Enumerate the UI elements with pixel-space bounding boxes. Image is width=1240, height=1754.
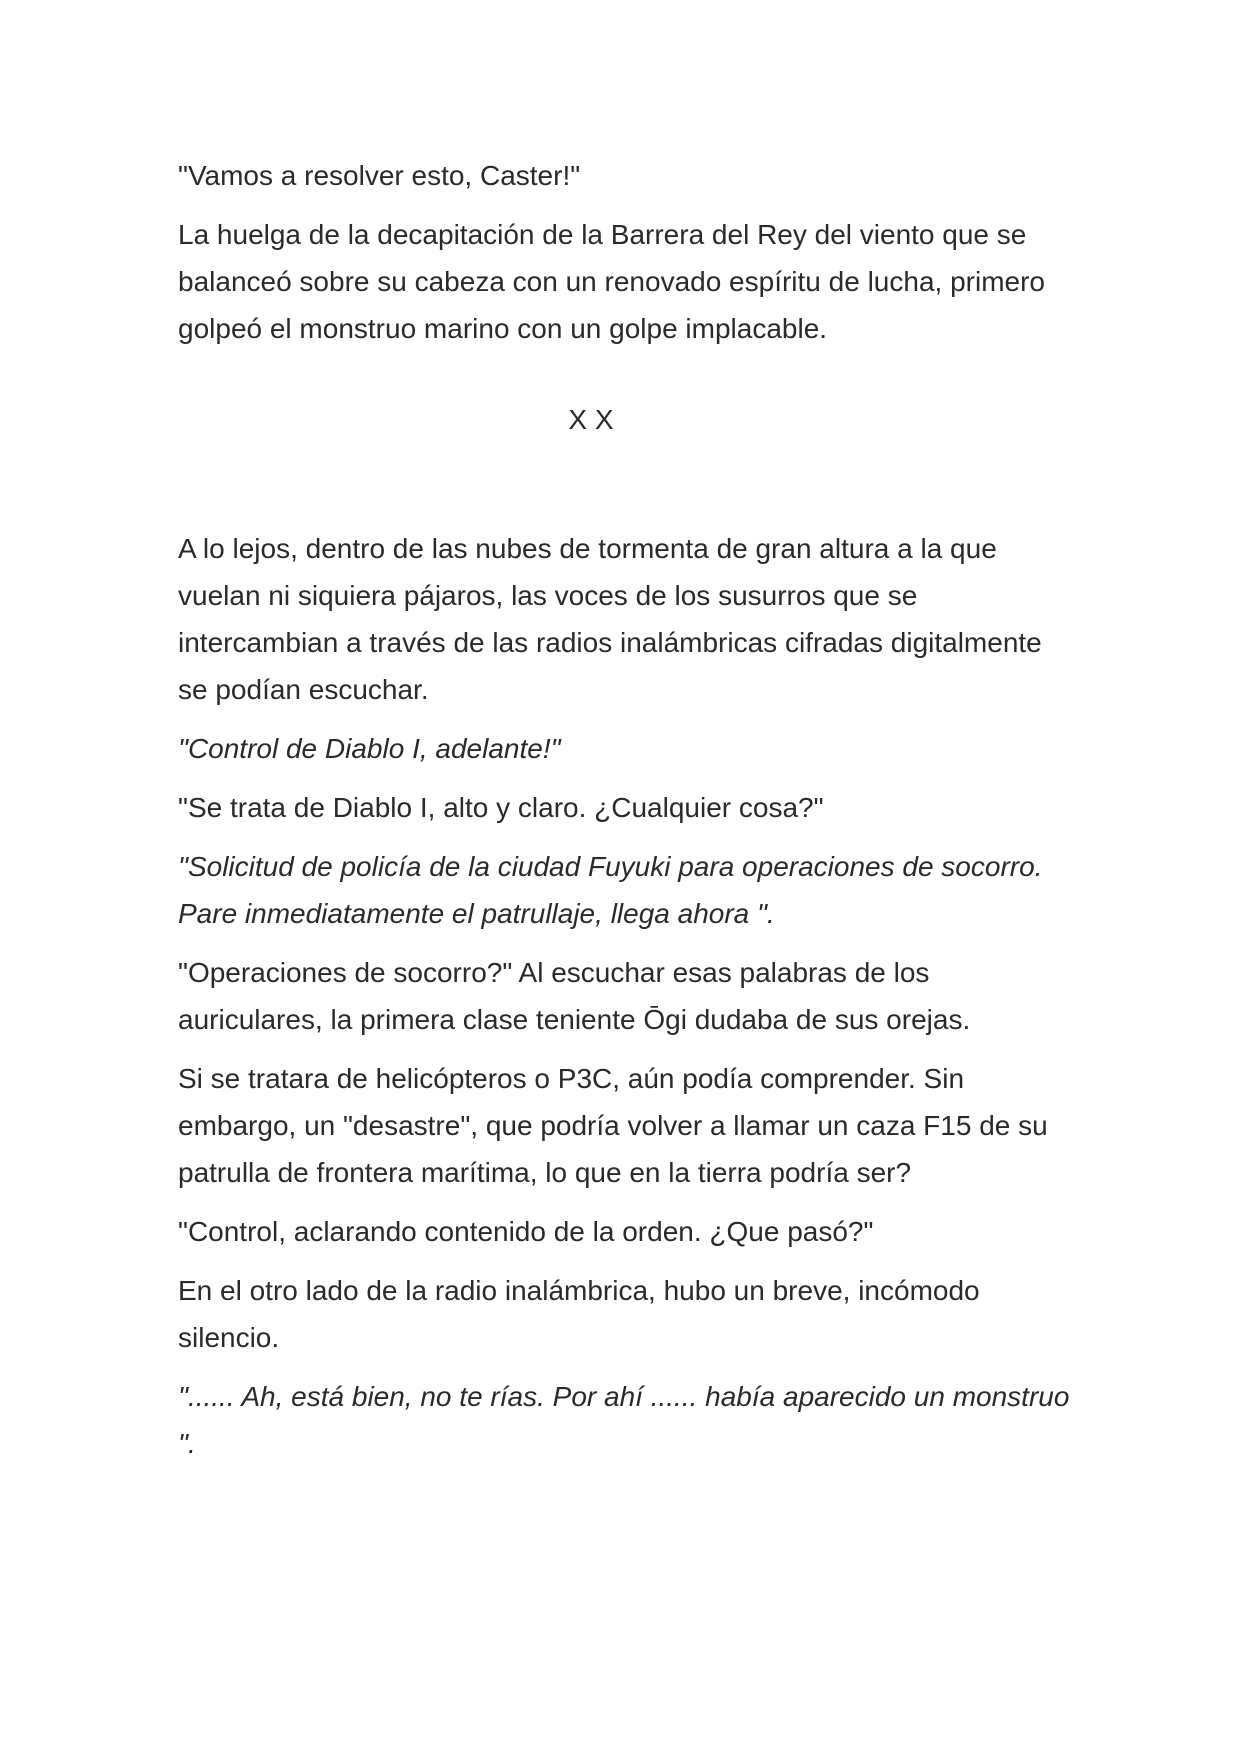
paragraph: "Control, aclarando contenido de la orden. ¿Que pasó?" <box>178 1216 874 1247</box>
section-separator: X X <box>568 404 614 435</box>
paragraph-italic: "Control de Diablo I, adelante!" <box>178 733 561 764</box>
document-body <box>178 152 1078 1479</box>
paragraph: En el otro lado de la radio inalámbrica, hubo un breve, incómodo silencio. <box>178 1275 980 1353</box>
paragraph: "Operaciones de socorro?" Al escuchar esas palabras de los auriculares, la primera clase teniente Ōgi dudaba de sus orejas. <box>178 957 971 1035</box>
paragraph: A lo lejos, dentro de las nubes de tormenta de gran altura a la que vuelan ni siquiera pájaros, las voces de los susurros que se intercambian a través de las radios inalámbricas cifradas digitalmente se podían escuchar. <box>178 533 1042 705</box>
paragraph-italic: "Solicitud de policía de la ciudad Fuyuki para operaciones de socorro. Pare inmediatamente el patrullaje, llega ahora ". <box>178 851 1043 929</box>
paragraph: "Vamos a resolver esto, Caster!" <box>178 160 581 191</box>
section-body <box>178 525 1078 1467</box>
paragraph: La huelga de la decapitación de la Barrera del Rey del viento que se balanceó sobre su cabeza con un renovado espíritu de lucha, primero golpeó el monstruo marino con un golpe implacable. <box>178 219 1045 344</box>
paragraph: Si se tratara de helicópteros o P3C, aún podía comprender. Sin embargo, un "desastre", que podría volver a llamar un caza F15 de su patrulla de frontera marítima, lo que en la tierra podría ser? <box>178 1063 1048 1188</box>
paragraph-italic: "...... Ah, está bien, no te rías. Por ahí ...... había aparecido un monstruo ". <box>178 1381 1070 1459</box>
paragraph: "Se trata de Diablo I, alto y claro. ¿Cualquier cosa?" <box>178 792 824 823</box>
